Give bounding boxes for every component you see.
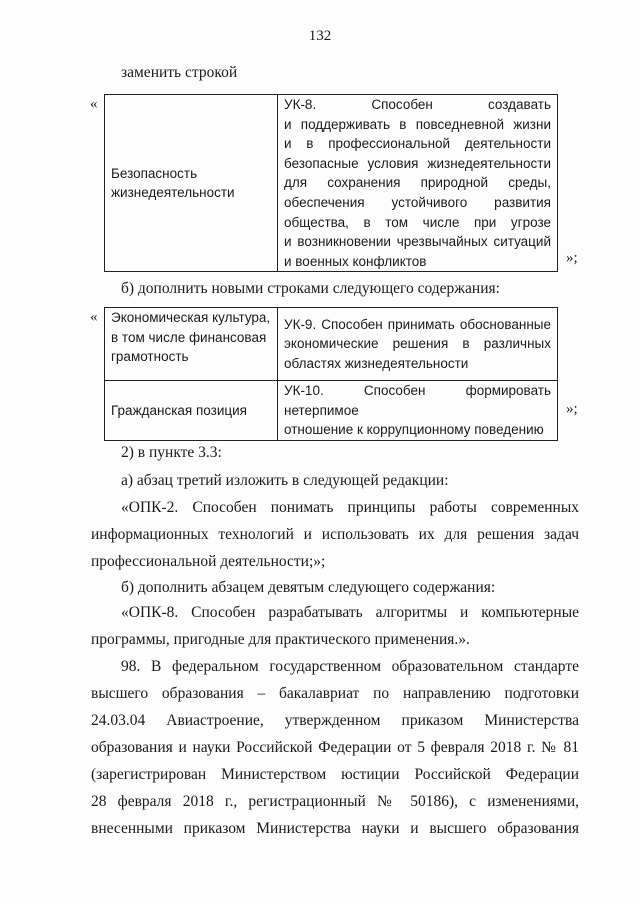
opk2-line: информационных технологий и использовать их для решения задач — [91, 526, 579, 543]
competence-text-line: УК-8. Способен создавать — [284, 97, 551, 112]
table1-left-cell — [105, 95, 278, 272]
competence-text-line: обеспечения устойчивого развития — [284, 194, 551, 210]
table2-close-quote: »; — [566, 401, 578, 417]
competence-text-line: безопасные условия жизнедеятельности — [284, 155, 551, 171]
paragraph-98-line: (зарегистрирован Министерством юстиции Российской Федерации — [91, 766, 579, 783]
competence-text-line: УК-9. Способен принимать обоснованные — [284, 316, 551, 332]
table2-row1-right-cell — [278, 308, 558, 381]
paragraph-98-line: образования и науки Российской Федерации от 5 февраля 2018 г. № 81 — [91, 739, 579, 756]
competence-category: Гражданская позиция — [111, 402, 247, 418]
paragraph-item-b: б) дополнить абзацем девятым следующего содержания: — [121, 579, 496, 596]
competence-text-line: и возникновении чрезвычайных ситуаций — [284, 234, 551, 250]
paragraph-item-2: 2) в пункте 3.3: — [121, 444, 222, 461]
paragraph-add-rows: б) дополнить новыми строками следующего содержания: — [121, 280, 500, 297]
paragraph-98-line: внесенными приказом Министерства науки и высшего образования — [91, 820, 579, 837]
table2-open-quote: « — [90, 309, 98, 325]
table1-right-cell — [278, 95, 558, 272]
opk8-line: программы, пригодные для практического применения.». — [91, 631, 470, 648]
table-row — [105, 308, 558, 381]
table2-row2-left-cell — [105, 381, 278, 441]
table-uk9-uk10 — [104, 307, 558, 441]
competence-text-line: и в профессиональной деятельности — [284, 136, 551, 152]
paragraph-98-line: 28 февраля 2018 г., регистрационный № 50186), с изменениями, — [91, 793, 579, 810]
competence-text-line: экономические решения в различных — [284, 336, 551, 352]
paragraph-98-line: 98. В федеральном государственном образовательном стандарте — [121, 658, 579, 675]
table-uk8 — [104, 94, 558, 272]
table1-open-quote: « — [90, 96, 98, 112]
opk2-line: профессиональной деятельности;»; — [91, 553, 326, 570]
opk8-line: «ОПК-8. Способен разрабатывать алгоритмы и компьютерные — [121, 604, 579, 621]
competence-text-line: УК-10. Способен формировать нетерпимое — [284, 383, 551, 418]
competence-text-line: и поддерживать в повседневной жизни — [284, 116, 551, 132]
table-row — [105, 95, 558, 272]
competence-category: Экономическая культура, в том числе финансовая грамотность — [111, 310, 271, 365]
table-row — [105, 381, 558, 441]
paragraph-replace-with-row: заменить строкой — [121, 64, 238, 81]
page-number: 132 — [308, 28, 332, 44]
competence-text-line: для сохранения природной среды, — [284, 175, 551, 191]
competence-text-line: отношение к коррупционному поведению — [284, 422, 544, 438]
competence-text-line: и военных конфликтов — [284, 253, 427, 269]
table2-row1-left-cell — [105, 308, 278, 381]
competence-text-line: областях жизнедеятельности — [284, 355, 469, 371]
table1-close-quote: »; — [566, 250, 578, 266]
paragraph-item-a: а) абзац третий изложить в следующей редакции: — [121, 472, 449, 489]
paragraph-98-line: 24.03.04 Авиастроение, утвержденном приказом Министерства — [91, 712, 579, 729]
paragraph-98-line: высшего образования – бакалавриат по направлению подготовки — [91, 685, 579, 702]
competence-category: Безопасность жизнедеятельности — [111, 165, 235, 201]
opk2-line: «ОПК-2. Способен понимать принципы работы современных — [121, 499, 579, 516]
table2-row2-right-cell — [278, 381, 558, 441]
competence-text-line: общества, в том числе при угрозе — [284, 214, 551, 230]
